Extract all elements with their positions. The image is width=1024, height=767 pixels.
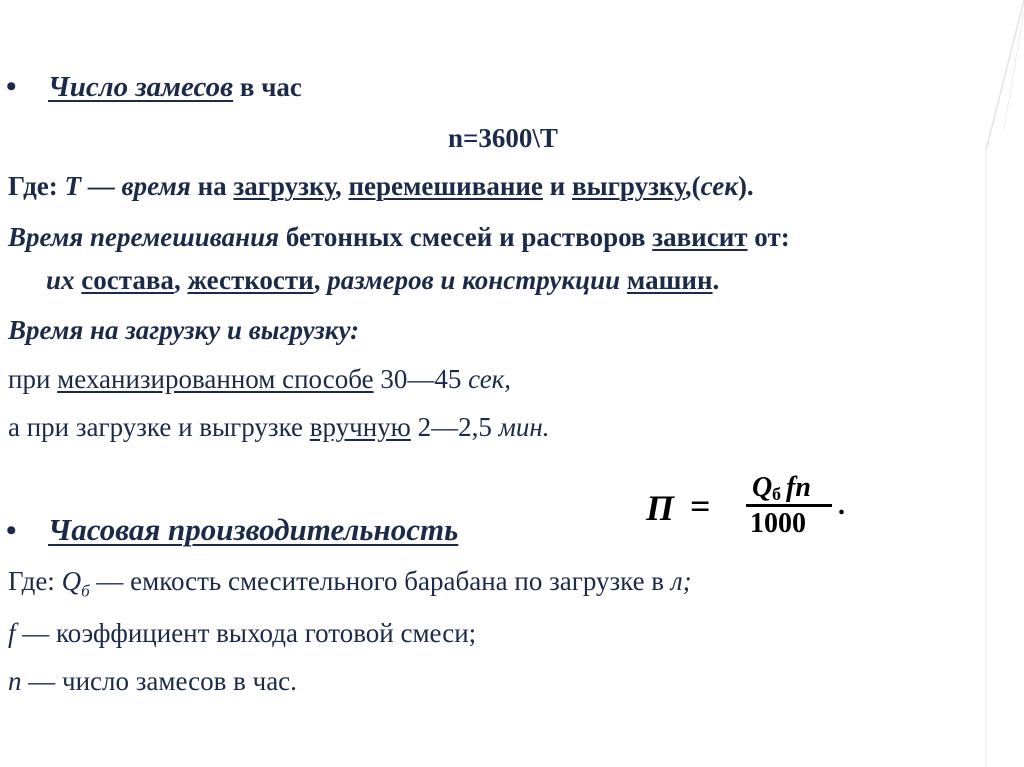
mechanized-line: [8, 364, 511, 395]
formula-num-q: Q: [752, 472, 773, 503]
formula-num-rest: fn: [786, 472, 811, 503]
q-line: [8, 566, 692, 601]
n-period: .: [290, 666, 297, 696]
var-f: f: [8, 618, 16, 648]
f-desc: — коэффициент выхода готовой смеси;: [15, 618, 477, 648]
mix-time-text: бетонных смесей и растворов: [279, 222, 653, 252]
var-n: n: [8, 666, 22, 696]
unload-word: выгрузку: [571, 171, 685, 201]
period: .: [712, 265, 720, 295]
where-prefix: Где:: [8, 171, 65, 201]
manual-text: а при загрузке и выгрузке: [8, 412, 310, 442]
formula-tail: .: [838, 490, 845, 521]
stiffness-word: жесткости: [187, 265, 314, 295]
where-line: [8, 171, 754, 202]
formula-num-sub: б: [772, 484, 781, 504]
na-word: на: [190, 171, 234, 201]
formula-text: n=3600\T: [448, 123, 558, 153]
fraction-bar: [746, 504, 832, 507]
mix-time-label: Время перемешивания: [8, 222, 280, 252]
space: [620, 265, 627, 295]
comma: ,: [313, 265, 328, 295]
section-heading: Часовая производительность: [48, 512, 459, 547]
machines-word: машин: [626, 265, 713, 295]
and-word: и: [542, 171, 572, 201]
var-Q: Q: [61, 566, 82, 596]
section2-heading-line: [6, 512, 458, 548]
manual-line: [8, 412, 549, 443]
depends-word: зависит: [652, 222, 748, 252]
f-line: [8, 618, 476, 649]
formula-n: [448, 123, 558, 154]
load-unload-title: [8, 315, 359, 346]
composition-word: состава: [81, 265, 174, 295]
bullet: •: [6, 514, 17, 547]
q-unit: л;: [670, 566, 692, 596]
pri-word: при: [8, 364, 58, 394]
sec-unit: сек: [700, 171, 738, 201]
bullet: •: [6, 70, 17, 103]
var-Q-sub: б: [81, 581, 90, 601]
comma: ,: [334, 171, 349, 201]
section-heading: Число замесов: [48, 71, 234, 103]
sizes-text: размеров и конструкции: [327, 265, 621, 295]
load-word: загрузку: [233, 171, 335, 201]
mech-range: 30—45: [373, 364, 469, 394]
mix-time-line-2: [46, 265, 719, 296]
formula-lhs: П: [646, 488, 675, 528]
from-word: от:: [747, 222, 790, 252]
mechanized-method: механизированном способе: [57, 364, 374, 394]
slide-corner-decoration: [964, 0, 1024, 767]
manual-unit: мин.: [498, 412, 550, 442]
var-T: Т: [64, 171, 82, 201]
section1-heading-line: [6, 70, 302, 104]
end-paren: ).: [737, 171, 754, 201]
their-word: их: [46, 265, 82, 295]
manual-word: вручную: [309, 412, 411, 442]
mix-time-line-1: [8, 222, 790, 253]
n-desc: — число замесов в час: [21, 666, 291, 696]
heading-suffix: в час: [233, 72, 302, 102]
time-word: время: [121, 171, 191, 201]
mix-word: перемешивание: [348, 171, 543, 201]
formula-eq: =: [690, 486, 711, 526]
where-prefix: Где:: [8, 566, 62, 596]
n-line: [8, 666, 297, 697]
formula-den: 1000: [750, 508, 806, 539]
q-desc: — емкость смесительного барабана по загрузке в: [89, 566, 671, 596]
load-unload-text: Время на загрузку и выгрузку:: [8, 315, 360, 345]
mech-unit: сек,: [468, 364, 512, 394]
dash: —: [81, 171, 122, 201]
manual-range: 2—2,5: [410, 412, 499, 442]
productivity-formula: [640, 468, 870, 554]
comma: ,(: [684, 171, 701, 201]
comma: ,: [173, 265, 188, 295]
